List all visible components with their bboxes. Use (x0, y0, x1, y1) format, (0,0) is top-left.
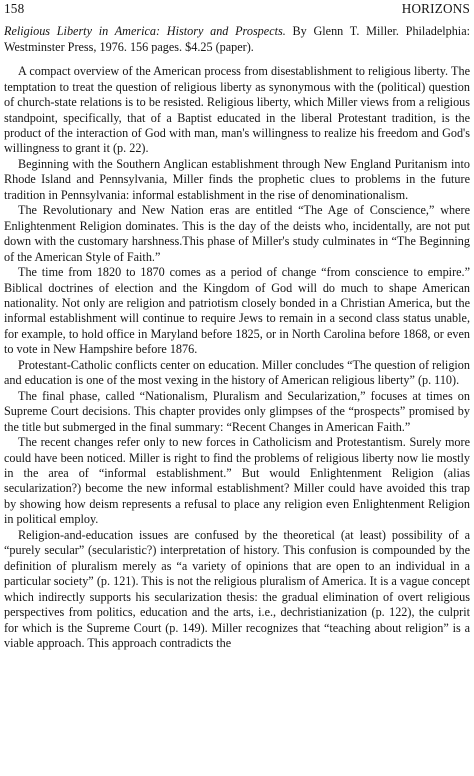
book-review-page (4, 0, 470, 651)
paragraph: Protestant-Catholic conflicts center on education. Miller concludes “The question of religion and education is one of the most vexing in the history of American religious liberty” (p. 110). (4, 357, 470, 388)
review-citation (4, 24, 470, 55)
paragraph: The final phase, called “Nationalism, Pluralism and Secularization,” focuses at times on Supreme Court decisions. This chapter provides only glimpses of the “prospects” promised by the title but submerged in the final summary: “Recent Changes in American Faith.” (4, 388, 470, 434)
book-title: Religious Liberty in America: History and Prospects. (4, 24, 286, 38)
review-body (4, 64, 470, 651)
paragraph: A compact overview of the American process from disestablishment to religious liberty. The temptation to treat the question of religious liberty as synonymous with the (political) question of church-state relations is to be resisted. Religious liberty, which Miller views from a religious standpoint, specifically, that of a Baptist educated in the liberal Protestant tradition, is the product of the interaction of God with man, man's willingness to realize his freedom and God's willingness to grant it (p. 22). (4, 64, 470, 156)
paragraph: Religion-and-education issues are confused by the theoretical (at least) possibility of a “purely secular” (secularistic?) interpretation of history. This confusion is compounded by the definition of pluralism merely as “a variety of opinions that are open to an individual in a particular society” (p. 121). This is not the religious pluralism of America. It is a vague concept which indirectly supports his secularization thesis: the gradual elimination of overt religious perspectives from politics, education and the arts, i.e., dechristianization (p. 122), the culprit for which is the Supreme Court (p. 149). Miller recognizes that “teaching about religion” is a viable approach. This approach contradicts the (4, 527, 470, 650)
page-number: 158 (4, 1, 25, 16)
paragraph: The Revolutionary and New Nation eras are entitled “The Age of Conscience,” where Enlightenment Religion dominates. This is the day of the deists who, incidentally, are not put down with the customary harshness.This phase of Miller's study culminates in “The Beginning of the American Style of Faith.” (4, 203, 470, 264)
paragraph: Beginning with the Southern Anglican establishment through New England Puritanism into Rhode Island and Pennsylvania, Miller finds the prophetic clues to problems in the future tradition in Pennsylvania: informal establishment in the rise of denominationalism. (4, 156, 470, 202)
journal-title: HORIZONS (401, 1, 470, 16)
book-publication-details: By Glenn T. Miller. Philadelphia: Westminster Press, 1976. 156 pages. $4.25 (paper). (4, 24, 470, 54)
running-head (4, 0, 470, 17)
paragraph: The time from 1820 to 1870 comes as a period of change “from conscience to empire.” Biblical doctrines of election and the Kingdom of God will do much to shape American nationality. Not only are religion and patriotism closely bonded in a Christian America, but the informal establishment will continue to require Jews to remain in a second class status unable, for example, to hold office in Maryland before 1825, or in North Carolina before 1868, or even to vote in New Hampshire before 1876. (4, 265, 470, 357)
paragraph: The recent changes refer only to new forces in Catholicism and Protestantism. Surely more could have been noticed. Miller is right to find the problems of religious liberty now lie mostly in the area of “informal establishment.” But would Enlightenment Religion (alias secularization?) become the new informal establishment? Miller could have avoided this trap by showing how deism represents a refusal to place any religion even Enlightenment Religion in political employ. (4, 435, 470, 527)
